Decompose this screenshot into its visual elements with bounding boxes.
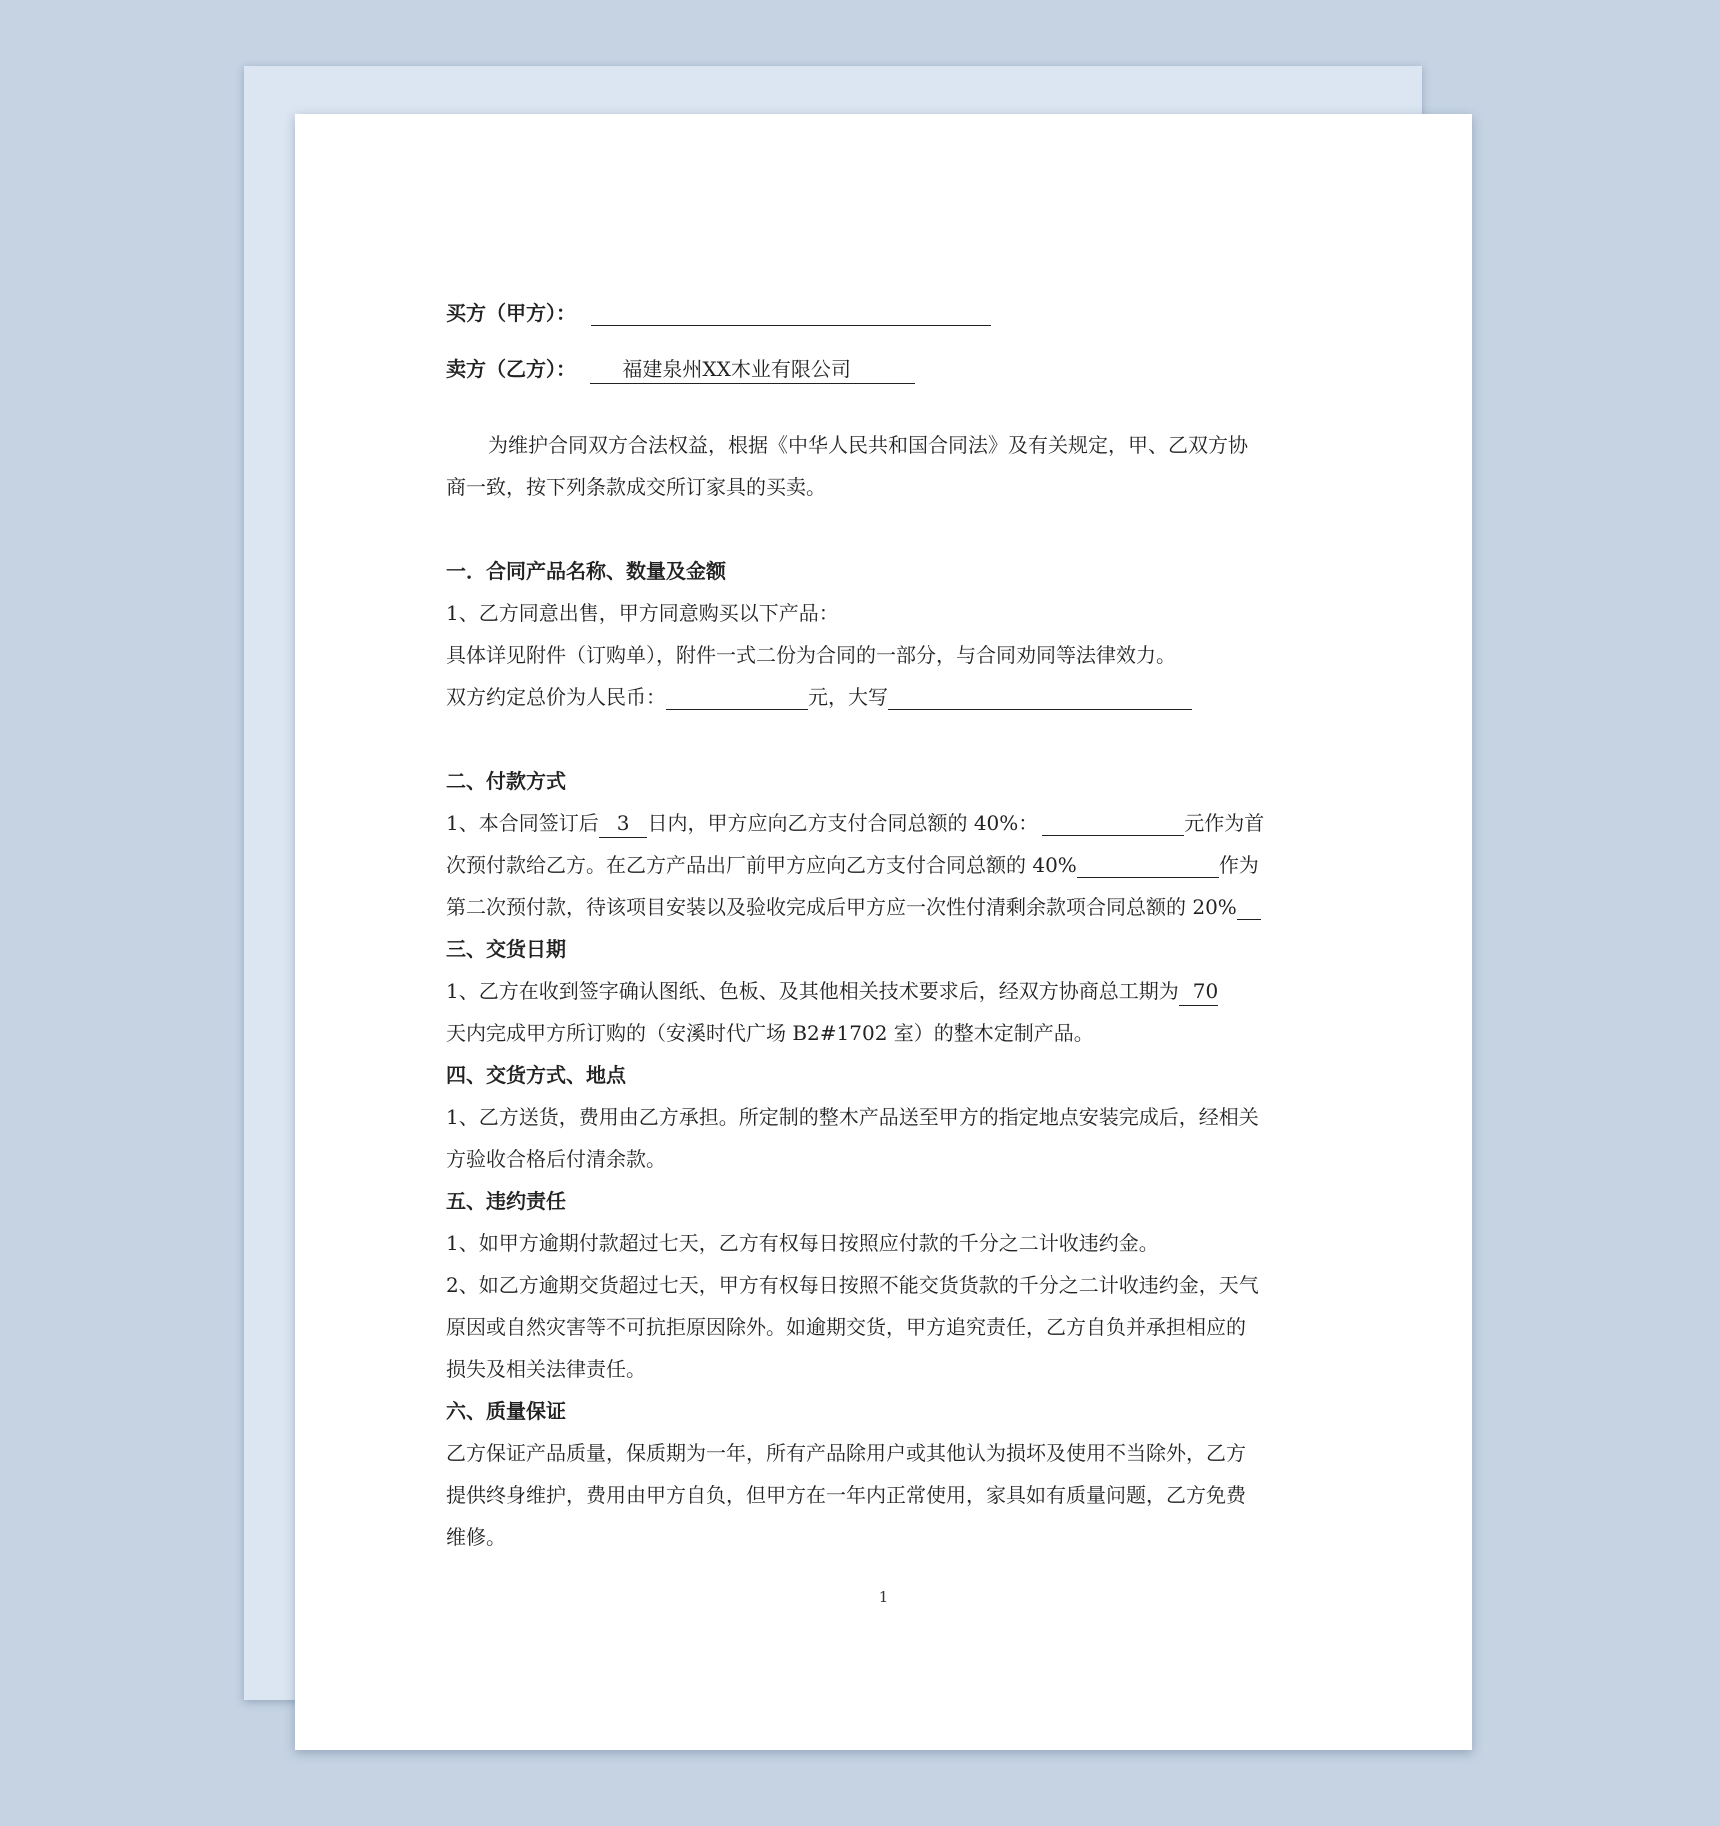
section5-line-2: 2、如乙方逾期交货超过七天，甲方有权每日按照不能交货货款的千分之二计收违约金，天气: [446, 1273, 1259, 1297]
payment-text-f: 第二次预付款，待该项目安装以及验收完成后甲方应一次性付清剩余款项合同总额的 20%: [446, 895, 1237, 919]
final-payment-blank: [1237, 891, 1261, 920]
seller-name: 福建泉州XX木业有限公司: [590, 355, 914, 384]
payment-text-c: 元作为首: [1184, 811, 1265, 835]
section1-heading: 一．合同产品名称、数量及金额: [446, 559, 726, 583]
first-payment-blank: [1042, 807, 1184, 836]
seller-row: [446, 348, 1322, 390]
section2-line-1: [446, 802, 1322, 844]
section5-line-4: 损失及相关法律责任。: [446, 1357, 646, 1381]
delivery-text-a: 1、乙方在收到签字确认图纸、色板、及其他相关技术要求后，经双方协商总工期为: [446, 979, 1179, 1003]
section2-line-3: [446, 886, 1322, 928]
buyer-label: 买方（甲方）：: [446, 301, 576, 325]
price-words-blank: [888, 681, 1192, 710]
price-prefix: 双方约定总价为人民币：: [446, 685, 666, 709]
section5-line-1: 1、如甲方逾期付款超过七天，乙方有权每日按照应付款的千分之二计收违约金。: [446, 1231, 1159, 1255]
page-number: 1: [878, 1588, 889, 1606]
intro-line-1: 为维护合同双方合法权益，根据《中华人民共和国合同法》及有关规定，甲、乙双方协: [488, 433, 1248, 457]
section1-item1: 1、乙方同意出售，甲方同意购买以下产品：: [446, 601, 839, 625]
payment-text-e: 作为: [1218, 853, 1259, 877]
seller-label: 卖方（乙方）：: [446, 357, 576, 381]
section3-heading: 三、交货日期: [446, 937, 566, 961]
price-mid: 元，大写: [808, 685, 888, 709]
section5-line-3: 原因或自然灾害等不可抗拒原因除外。如逾期交货，甲方追究责任，乙方自负并承担相应的: [446, 1315, 1246, 1339]
section6-line-3: 维修。: [446, 1525, 506, 1549]
price-number-blank: [666, 681, 808, 710]
payment-days: 3: [599, 809, 648, 838]
intro-line-2: 商一致，按下列条款成交所订家具的买卖。: [446, 475, 826, 499]
payment-text-b: 日内，甲方应向乙方支付合同总额的 40%：: [647, 811, 1039, 835]
section3-line-2: 天内完成甲方所订购的（安溪时代广场 B2#1702 室）的整木定制产品。: [446, 1021, 1094, 1045]
section6-heading: 六、质量保证: [446, 1399, 566, 1423]
section4-line-2: 方验收合格后付清余款。: [446, 1147, 666, 1171]
section1-item2: 具体详见附件（订购单），附件一式二份为合同的一部分，与合同劝同等法律效力。: [446, 643, 1176, 667]
payment-text-a: 1、本合同签订后: [446, 811, 599, 835]
section4-heading: 四、交货方式、地点: [446, 1063, 626, 1087]
delivery-days: 70: [1179, 977, 1218, 1006]
section6-line-2: 提供终身维护，费用由甲方自负，但甲方在一年内正常使用，家具如有质量问题，乙方免费: [446, 1483, 1246, 1507]
section5-heading: 五、违约责任: [446, 1189, 566, 1213]
section6-line-1: 乙方保证产品质量，保质期为一年，所有产品除用户或其他认为损坏及使用不当除外，乙方: [446, 1441, 1246, 1465]
section3-line-1: [446, 970, 1322, 1012]
section1-price-row: [446, 676, 1322, 718]
document-page: [295, 114, 1472, 1750]
section4-line-1: 1、乙方送货，费用由乙方承担。所定制的整木产品送至甲方的指定地点安装完成后，经相关: [446, 1105, 1259, 1129]
payment-text-d: 次预付款给乙方。在乙方产品出厂前甲方应向乙方支付合同总额的 40%: [446, 853, 1077, 877]
second-payment-blank: [1077, 849, 1219, 878]
section2-line-2: [446, 844, 1322, 886]
buyer-row: [446, 292, 1322, 334]
buyer-name-blank: [591, 297, 991, 326]
contract-body: [446, 292, 1322, 1558]
section2-heading: 二、付款方式: [446, 769, 566, 793]
